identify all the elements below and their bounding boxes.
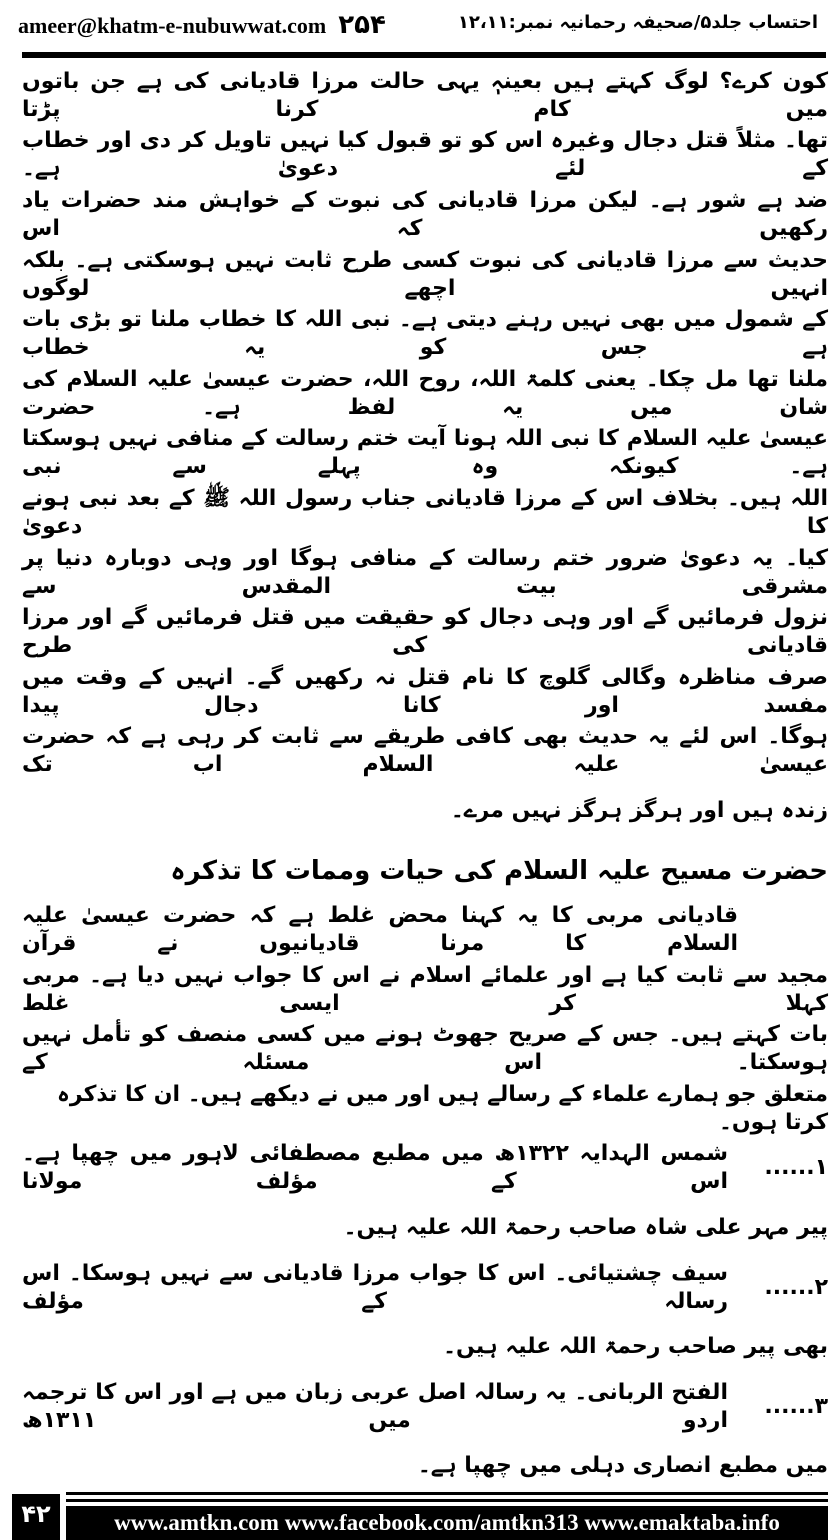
section-heading xyxy=(22,841,828,901)
text-line-content: کیا۔ یہ دعویٰ ضرور ختم رسالت کے منافی ہوگا اور وہی دوبارہ دنیا پر مشرقی بیت المقدس سے xyxy=(22,545,828,599)
list-number: ۱...... xyxy=(764,1155,828,1181)
list-text: شمس الہدایہ ۱۳۲۲ھ میں مطبع مصطفائی لاہور میں چھپا ہے۔ اس کے مؤلف مولانا xyxy=(22,1141,728,1195)
list-text: الفتح الربانی۔ یہ رسالہ اصل عربی زبان میں ہے اور اس کا ترجمہ اردو میں ۱۳۱۱ھ xyxy=(22,1379,728,1433)
text-line-content: بات کہتے ہیں۔ جس کے صریح جھوٹ ہونے میں کسی منصف کو تأمل نہیں ہوسکتا۔ اس مسئلہ کے xyxy=(22,1022,828,1076)
list-number: ۳...... xyxy=(764,1393,828,1419)
section-heading-text: حضرت مسیح علیہ السلام کی حیات وممات کا تذکرہ xyxy=(170,855,828,886)
footer-page-number: ۴۲ xyxy=(12,1494,60,1540)
text-line-content: اللہ ہیں۔ بخلاف اس کے مرزا قادیانی جناب رسول اللہ ﷺ کے بعد نبی ہونے کا دعویٰ xyxy=(22,485,828,539)
list-text-continued-content: بھی پیر صاحب رحمۃ اللہ علیہ ہیں۔ xyxy=(443,1334,828,1360)
text-line xyxy=(22,960,828,1020)
text-line-content: ہوگا۔ اس لئے یہ حدیث بھی کافی طریقے سے ثابت کر رہی ہے کہ حضرت عیسیٰ علیہ السلام اب تک xyxy=(22,724,828,778)
footer-divider xyxy=(66,1492,828,1495)
text-line-content: کون کرے؟ لوگ کہتے ہیں بعینہٖ یہی حالت مرزا قادیانی کی ہے جن باتوں میں کام کرنا پڑتا xyxy=(22,68,828,122)
list-item xyxy=(22,1139,828,1199)
header-divider xyxy=(22,52,826,58)
list-text-continued xyxy=(22,1198,828,1258)
text-line xyxy=(22,900,828,960)
text-line xyxy=(22,1020,828,1080)
text-line-content: مجید سے ثابت کیا ہے اور علمائے اسلام نے اس کا جواب نہیں دیا ہے۔ مربی کہلا کر ایسی غلط xyxy=(22,962,828,1016)
text-line xyxy=(22,304,828,364)
text-line xyxy=(22,483,828,543)
text-line xyxy=(22,66,828,126)
list-item xyxy=(22,1258,828,1318)
text-line xyxy=(22,722,828,782)
text-line xyxy=(22,1079,828,1139)
text-line xyxy=(22,543,828,603)
text-line-content: تھا۔ مثلاً قتل دجال وغیرہ اس کو تو قبول کیا نہیں تاویل کر دی اور خطاب کے لئے دعویٰ ہے۔ xyxy=(22,128,828,182)
list-number: ۲...... xyxy=(764,1274,828,1300)
text-line-content: کے شمول میں بھی نہیں رہنے دیتی ہے۔ نبی اللہ کا خطاب ملنا تو بڑی بات ہے جس کو یہ خطاب xyxy=(22,307,828,361)
text-line-content: عیسیٰ علیہ السلام کا نبی اللہ ہونا آیت ختم رسالت کے منافی نہیں ہوسکتا ہے۔ کیونکہ وہ پہلے سے نبی xyxy=(22,426,828,480)
list-item xyxy=(22,1377,828,1437)
text-line-content: نزول فرمائیں گے اور وہی دجال کو حقیقت میں قتل فرمائیں گے اور مرزا قادیانی کی طرح xyxy=(22,605,828,659)
page-body xyxy=(22,66,828,1496)
header-email xyxy=(18,10,418,40)
text-line xyxy=(22,245,828,305)
text-line-content: متعلق جو ہمارے علماء کے رسالے ہیں اور میں نے دیکھے ہیں۔ ان کا تذکرہ کرتا ہوں۔ xyxy=(57,1081,828,1135)
text-line xyxy=(22,602,828,662)
list-text-continued-content: پیر مہر علی شاہ صاحب رحمۃ اللہ علیہ ہیں۔ xyxy=(343,1215,828,1241)
list-text-continued xyxy=(22,1317,828,1377)
text-line-content: صرف مناظرہ وگالی گلوچ کا نام قتل نہ رکھیں گے۔ انہیں کے وقت میں مفسد اور کانا دجال پیدا xyxy=(22,664,828,718)
text-line xyxy=(22,364,828,424)
book-title: احتساب جلد۵/صحیفہ رحمانیہ نمبر:۱۲،۱۱ xyxy=(457,12,818,33)
text-line-content: حدیث سے مرزا قادیانی کی نبوت کسی طرح ثابت نہیں ہوسکتی ہے۔ بلکہ انہیں اچھے لوگوں xyxy=(22,247,828,301)
email-text: ameer@khatm-e-nubuwwat.com xyxy=(18,13,327,38)
text-line-content: ضد ہے شور ہے۔ لیکن مرزا قادیانی کی نبوت کے خواہش مند حضرات یاد رکھیں کہ اس xyxy=(22,187,828,241)
text-line-content: ملنا تھا مل چکا۔ یعنی کلمۃ اللہ، روح اللہ، حضرت عیسیٰ علیہ السلام کی شان میں یہ لفظ ہے۔ حضرت xyxy=(22,366,828,420)
text-line-content: زندہ ہیں اور ہرگز ہرگز نہیں مرے۔ xyxy=(450,797,828,823)
list-text: سیف چشتیائی۔ اس کا جواب مرزا قادیانی سے نہیں ہوسکا۔ اس رسالہ کے مؤلف xyxy=(22,1260,728,1314)
text-line xyxy=(22,662,828,722)
book-page-number: ۲۵۴ xyxy=(338,10,386,40)
text-line-content: قادیانی مربی کا یہ کہنا محض غلط ہے کہ حضرت عیسیٰ علیہ السلام کا مرنا قادیانیوں نے قرآن xyxy=(22,903,738,957)
footer-divider xyxy=(66,1499,828,1502)
list-text-continued xyxy=(22,1437,828,1497)
text-line xyxy=(22,424,828,484)
list-text-continued-content: میں مطبع انصاری دہلی میں چھپا ہے۔ xyxy=(417,1453,828,1479)
text-line xyxy=(22,185,828,245)
footer-links: www.amtkn.com www.facebook.com/amtkn313 www.emaktaba.info xyxy=(66,1506,828,1540)
text-line xyxy=(22,781,828,841)
text-line xyxy=(22,126,828,186)
